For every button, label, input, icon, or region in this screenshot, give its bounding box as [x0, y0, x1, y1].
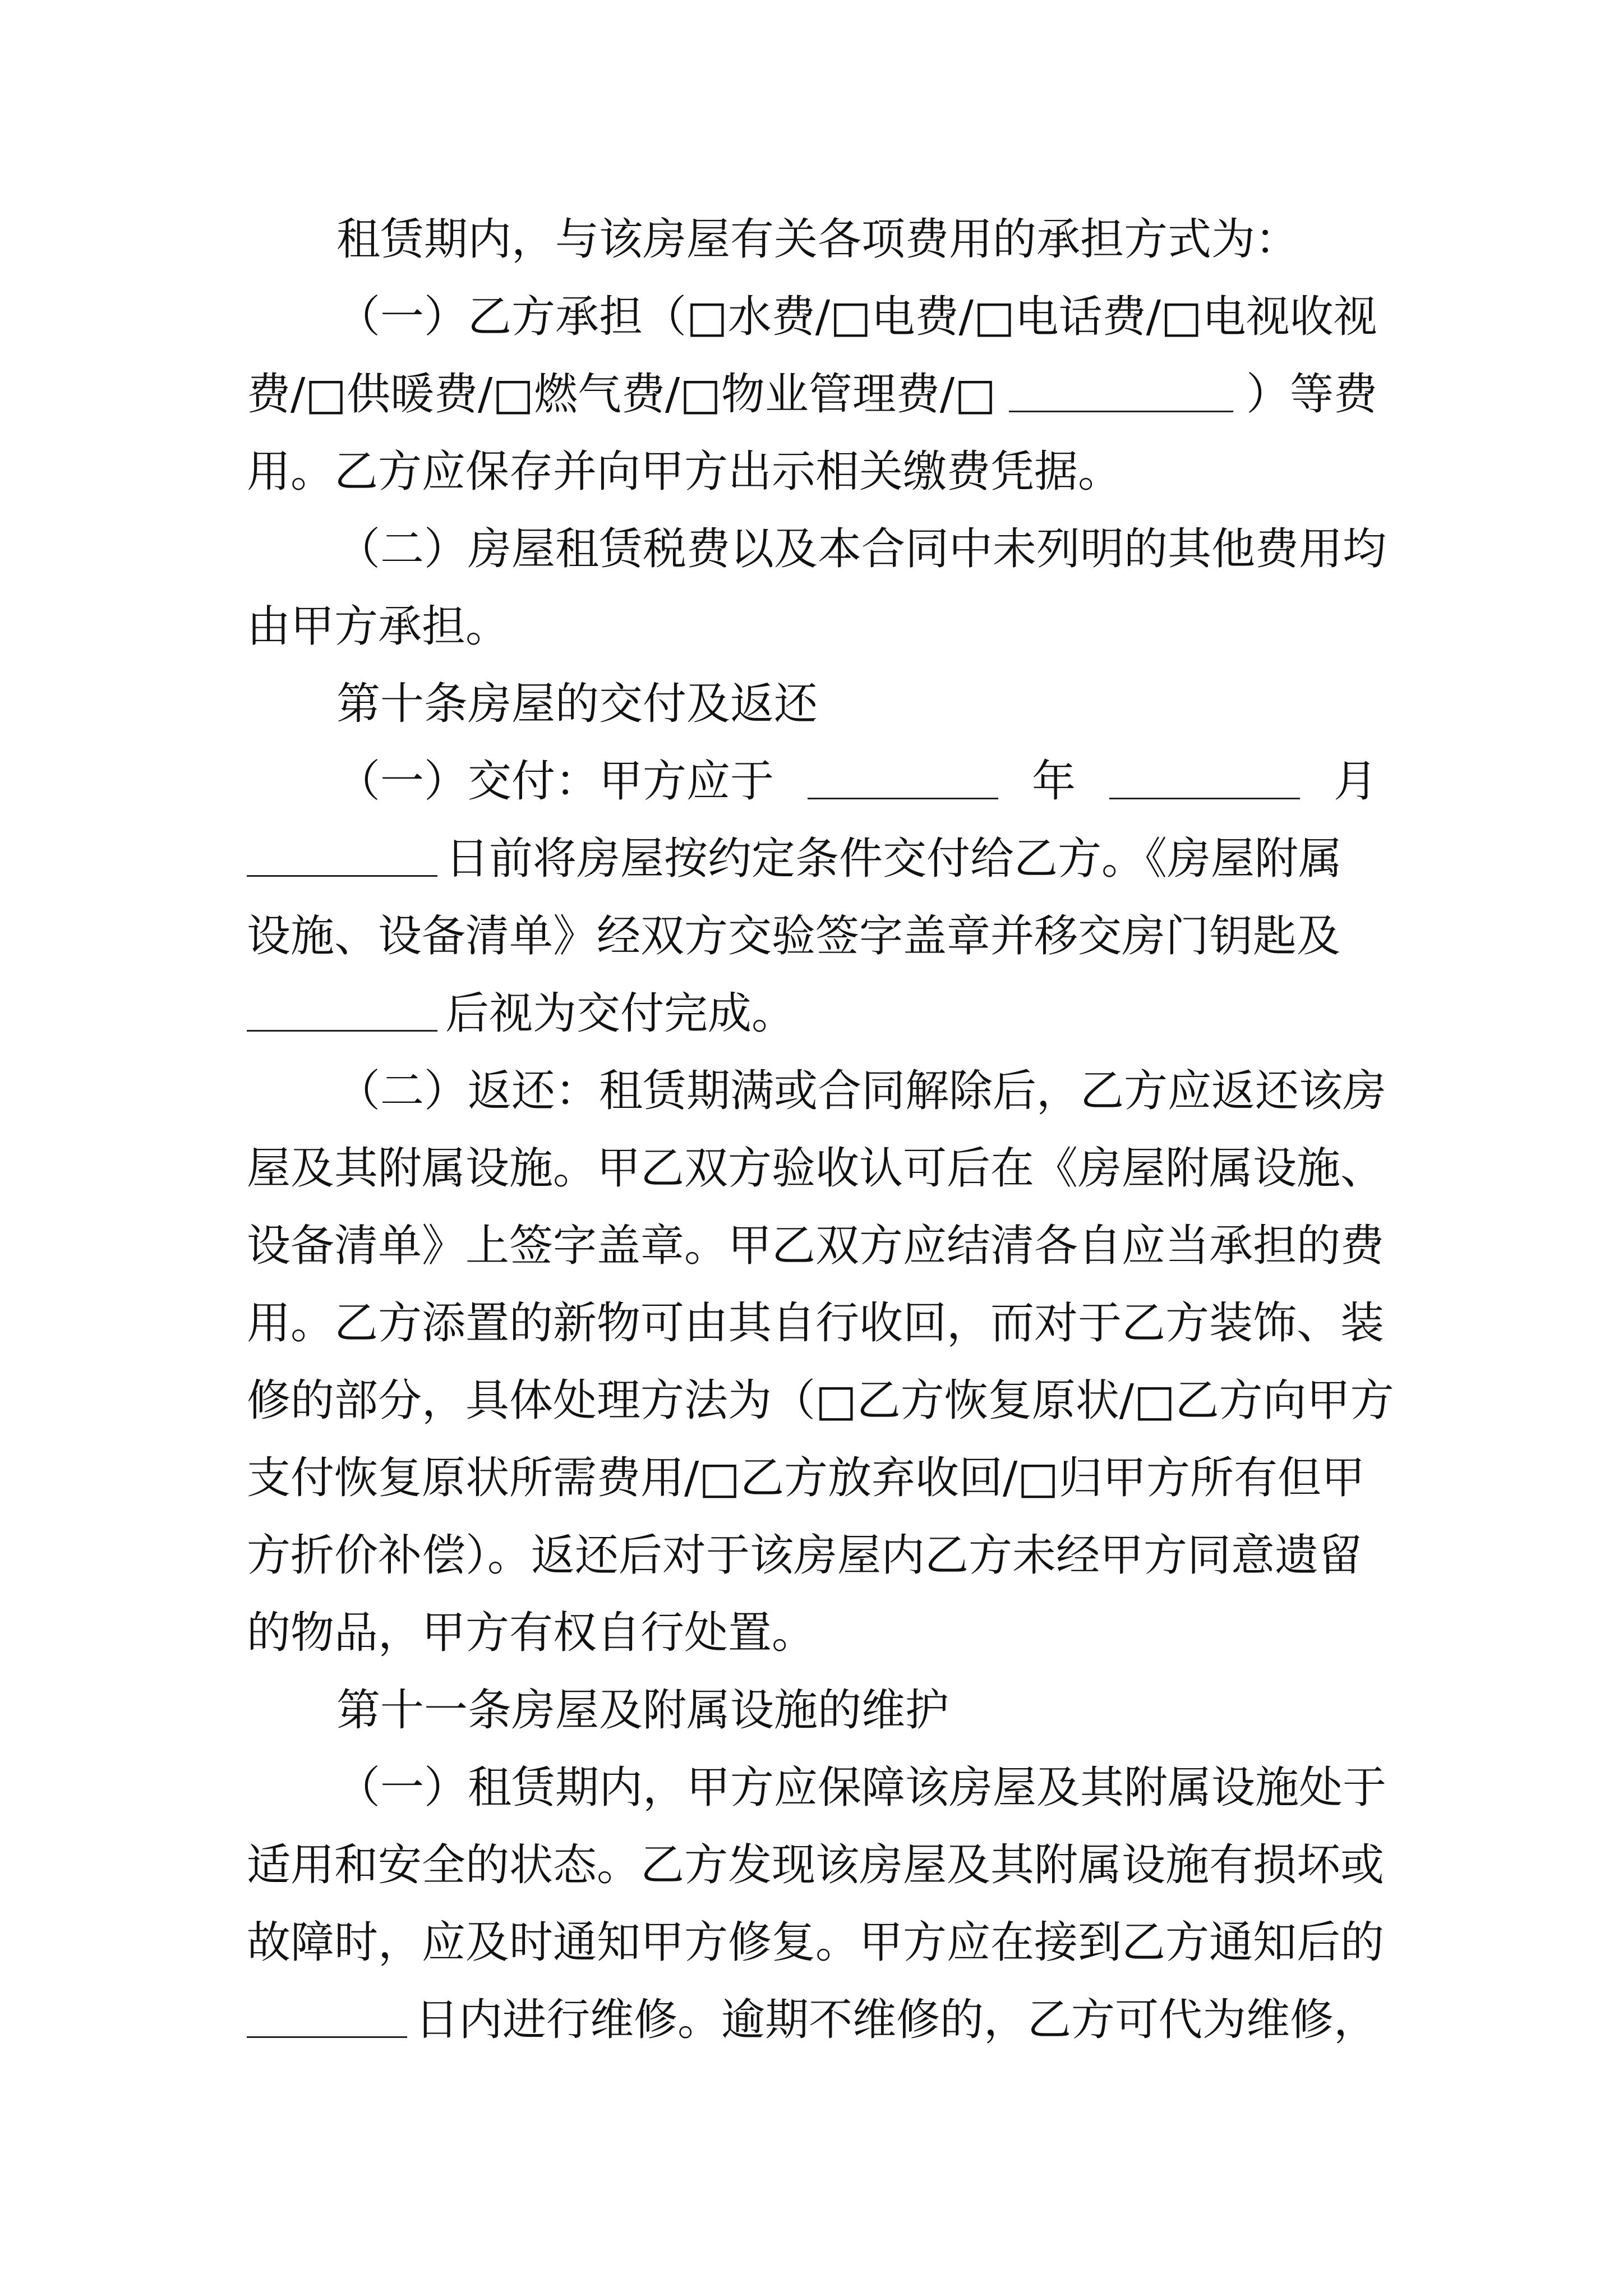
maintenance-line-3 — [247, 1906, 1385, 1979]
text-line: 日内进行维修。逾期不维修的，乙方可代为维修， — [414, 1995, 1377, 2045]
text-line: 年 — [1031, 756, 1076, 807]
text-line: 月 — [1333, 756, 1377, 807]
text-line: 方折价补偿）。返还后对于该房屋内乙方未经甲方同意遗留 — [247, 1530, 1363, 1581]
day-blank[interactable] — [247, 830, 437, 877]
section-heading: 第十条房屋的交付及返还 — [336, 679, 818, 729]
fill-in-blank[interactable] — [1009, 366, 1233, 412]
section-heading: 第十一条房屋及附属设施的维护 — [336, 1685, 949, 1736]
text-line: 用。乙方添置的新物可由其自行收回，而对于乙方装饰、装 — [247, 1298, 1385, 1349]
return-line-6 — [247, 1442, 1377, 1515]
return-line-1 — [336, 1055, 1387, 1128]
article-10-heading — [336, 668, 1377, 740]
return-line-4 — [247, 1287, 1385, 1360]
maintenance-line-1 — [336, 1751, 1387, 1824]
paragraph-fees-intro — [336, 203, 1377, 276]
delivery-line-4 — [247, 977, 1377, 1050]
text-line: 租赁期内，与该房屋有关各项费用的承担方式为： — [336, 214, 1299, 265]
maintenance-line-4 — [247, 1984, 1377, 2056]
text-line: （一）交付：甲方应于 — [336, 756, 774, 807]
text-line: 后视为交付完成。 — [445, 988, 796, 1039]
text-line: 适用和安全的状态。乙方发现该房屋及其附属设施有损坏或 — [247, 1840, 1385, 1890]
repair-days-blank[interactable] — [247, 1991, 407, 2038]
return-line-3 — [247, 1209, 1385, 1282]
return-line-8 — [247, 1596, 1377, 1669]
text-line: ）等费 — [1246, 369, 1377, 420]
text-line: 设施、设备清单》经双方交验签字盖章并移交房门钥匙及 — [247, 911, 1341, 961]
clause-2-line-1 — [336, 513, 1387, 586]
clause-2-line-2 — [247, 590, 1377, 663]
delivery-line-3 — [247, 900, 1377, 973]
text-line: 修的部分，具体处理方法为（□乙方恢复原状/□乙方向甲方 — [247, 1375, 1394, 1426]
text-line: （一）乙方承担（□水费/□电费/□电话费/□电视收视 — [336, 292, 1377, 342]
text-line: 的物品，甲方有权自行处置。 — [247, 1608, 816, 1658]
month-blank[interactable] — [1109, 753, 1300, 799]
text-line: 用。乙方应保存并向甲方出示相关缴费凭据。 — [247, 447, 1122, 497]
text-line: （二）房屋租赁税费以及本合同中未列明的其他费用均 — [336, 524, 1387, 574]
text-line: 故障时，应及时通知甲方修复。甲方应在接到乙方通知后的 — [247, 1917, 1385, 1968]
text-line: （二）返还：租赁期满或合同解除后，乙方应返还该房 — [336, 1066, 1387, 1116]
text-line: 费/□供暖费/□燃气费/□物业管理费/□ — [247, 369, 996, 420]
text-line: 设备清单》上签字盖章。甲乙双方应结清各自应当承担的费 — [247, 1221, 1385, 1271]
text-line: 日前将房屋按约定条件交付给乙方。《房屋附属 — [445, 834, 1343, 884]
delivery-line-2 — [247, 822, 1377, 895]
delivery-line-1 — [336, 745, 1377, 818]
text-line: （一）租赁期内，甲方应保障该房屋及其附属设施处于 — [336, 1763, 1387, 1813]
clause-1-line-1 — [336, 280, 1377, 353]
article-11-heading — [336, 1674, 1377, 1747]
return-line-7 — [247, 1519, 1377, 1592]
year-blank[interactable] — [808, 753, 998, 799]
clause-1-line-3 — [247, 435, 1377, 508]
maintenance-line-2 — [247, 1829, 1385, 1902]
items-blank[interactable] — [247, 985, 437, 1032]
return-line-5 — [247, 1364, 1394, 1437]
clause-1-line-2 — [247, 358, 1377, 431]
return-line-2 — [247, 1132, 1385, 1205]
text-line: 支付恢复原状所需费用/□乙方放弃收回/□归甲方所有但甲 — [247, 1453, 1365, 1503]
text-line: 屋及其附属设施。甲乙双方验收认可后在《房屋附属设施、 — [247, 1143, 1385, 1194]
text-line: 由甲方承担。 — [247, 601, 510, 652]
